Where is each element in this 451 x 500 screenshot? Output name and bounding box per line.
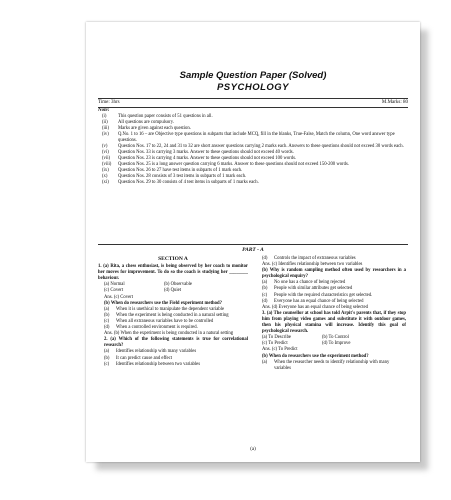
option-number: (a) [104,306,110,312]
option-text: Identifies relationship between two variables [116,361,201,367]
document-page [86,22,420,462]
option-text: Everyone has an equal chance of being selected [274,298,364,304]
option-text: When all extraneous variables have to be controlled [116,318,214,324]
time-label: Time: 3hrs [98,100,120,105]
item-text: Question Nos. 25 is a long answer question carrying 6 marks. Answer to these questions should not exceed 150-200 words. [118,162,349,167]
option-number: (b) [104,355,110,361]
option-text: When the experiment is being conducted in a natural setting [116,312,229,318]
item-text: Q.No. 1 to 16 – are Objective type questions in subparts that include MCQ, fill in the blanks, True-False, Match the column, One word answer type questions. [118,132,395,143]
option-number: (b) [104,312,110,318]
part-rule [98,244,408,245]
item-number: (v) [102,144,108,149]
q2b-answer: Ans. (d) Everyone has an equal chance of being selected [262,304,368,310]
part-heading: PART - A [242,247,264,253]
option: (d) Quiet [164,288,182,294]
item-text: Marks are given against each question. [118,126,191,131]
meta-rule [98,107,408,108]
option-text: People with the required characteristics get selected. [274,292,373,298]
q1b-answer: Ans. (b) When the experiment is being conducted in a natural setting [104,331,234,337]
item-text: Question Nos. 33 is carrying 3 marks. Answer to these questions should not exceed 40 words. [118,150,294,155]
item-number: (x) [102,174,108,179]
item-text: Question Nos. 26 to 27 have test items in subparts of 1 mark each. [118,168,243,173]
q2a-answer: Ans. (c) Identifies relationship between two variables [262,262,363,268]
item-text: Question Nos. 29 to 30 consists of 4 test items in subparts of 1 marks each. [118,180,259,185]
option: (b) Observable [164,282,192,288]
q3b-options [256,360,406,372]
item-number: (iv) [102,132,109,137]
q3-answer: Ans. (c) To Predict [262,347,298,353]
question-1a: 1. (a) Rita, a chess enthusiast, is being observed by her coach to monitor her moves for improvement. To do so the coach is studying her ________ behaviour. [98,264,248,282]
option-number: (d) [104,325,110,331]
item-number: (viii) [102,162,112,167]
option-text: Controls the impact of extraneous variables [274,256,356,261]
list-item [98,132,408,144]
question-1b: (b) When do researchers use the Field experiment method? [104,300,222,306]
option-text: It can predict cause and effect [116,355,173,361]
option-number: (c) [262,292,268,298]
item-text: All questions are compulsory. [118,120,174,125]
option-number: (c) [104,318,110,324]
item-text: This question paper consists of 51 questions in all. [118,114,213,119]
question-3b: (b) When do researchers use the experiment method? [262,353,369,359]
option-text: People with similar attributes get selected [274,286,353,292]
item-text: Question Nos. 17 to 22, 24 and 31 to 32 are short answer questions carrying 2 marks each. Answers to these questions should not exceed 30 words each. [118,144,404,149]
option-number: (d) [262,298,268,304]
option: (b) To Control [322,335,349,341]
item-number: (iii) [102,126,110,131]
question-2a: 2. (a) Which of the following statements is true for correlational research? [104,337,248,349]
instructions-list [98,114,408,186]
q1b-options [98,307,248,331]
item-number: (ix) [102,168,109,173]
subject-title: PSYCHOLOGY [216,82,290,93]
q2b-options [256,280,406,304]
option-text: When a controlled environment is required. [116,325,198,331]
item-number: (vii) [102,156,111,161]
item-text: Question Nos. 23 is carrying 4 marks. Answer to these questions should not exceed 100 words. [118,156,297,161]
item-text: Question Nos. 28 consists of 3 test items in subparts of 1 mark each. [118,174,247,179]
option-number: (d) [262,256,268,261]
option-text: No one has a chance of being rejected [274,280,346,286]
option-text: Identifies relationship with many variables [116,349,197,355]
option-number: (c) [104,361,110,367]
option-text: When the researcher needs to identify relationship with many variables [274,359,390,371]
item-number: (vi) [102,150,109,155]
section-heading: SECTION A [158,256,188,262]
option-number: (a) [104,349,110,355]
option-number: (b) [262,286,268,292]
list-item [98,362,248,368]
option-number: (a) [262,359,268,365]
item-number: (i) [102,114,107,119]
question-2b: (b) Why is random sampling method often used by researchers in a psychological enquiry? [262,268,406,280]
option-number: (a) [262,280,268,286]
marks-label: M.Marks: 80 [381,100,408,105]
list-item [256,360,406,372]
q1-answer: Ans. (c) Covert [104,294,134,300]
left-column [98,256,248,368]
option: (c) To Predict [262,341,288,347]
option: (a) Normal [104,282,125,288]
question-3a: 3. (a) The counsellor at school has told Arpit's parents that, if they stop him from playing video games and substitute it with outdoor games, then his physical stamina will increase. Identify this goal of psychological research. [262,310,406,335]
page-number: (a) [250,447,256,452]
note-label: Note: [98,108,110,113]
option-text: When it is unethical to manipulate the dependent variable [116,306,225,312]
right-column [256,256,406,372]
option: (d) To Improve [322,341,351,347]
option: (c) Covert [104,288,124,294]
top-rule [98,98,408,99]
paper-title: Sample Question Paper (Solved) [179,70,327,81]
item-number: (ii) [102,120,108,125]
q2-options [98,349,248,367]
option: (a) To Describe [262,335,291,341]
list-item [98,180,408,186]
item-number: (xi) [102,180,109,185]
